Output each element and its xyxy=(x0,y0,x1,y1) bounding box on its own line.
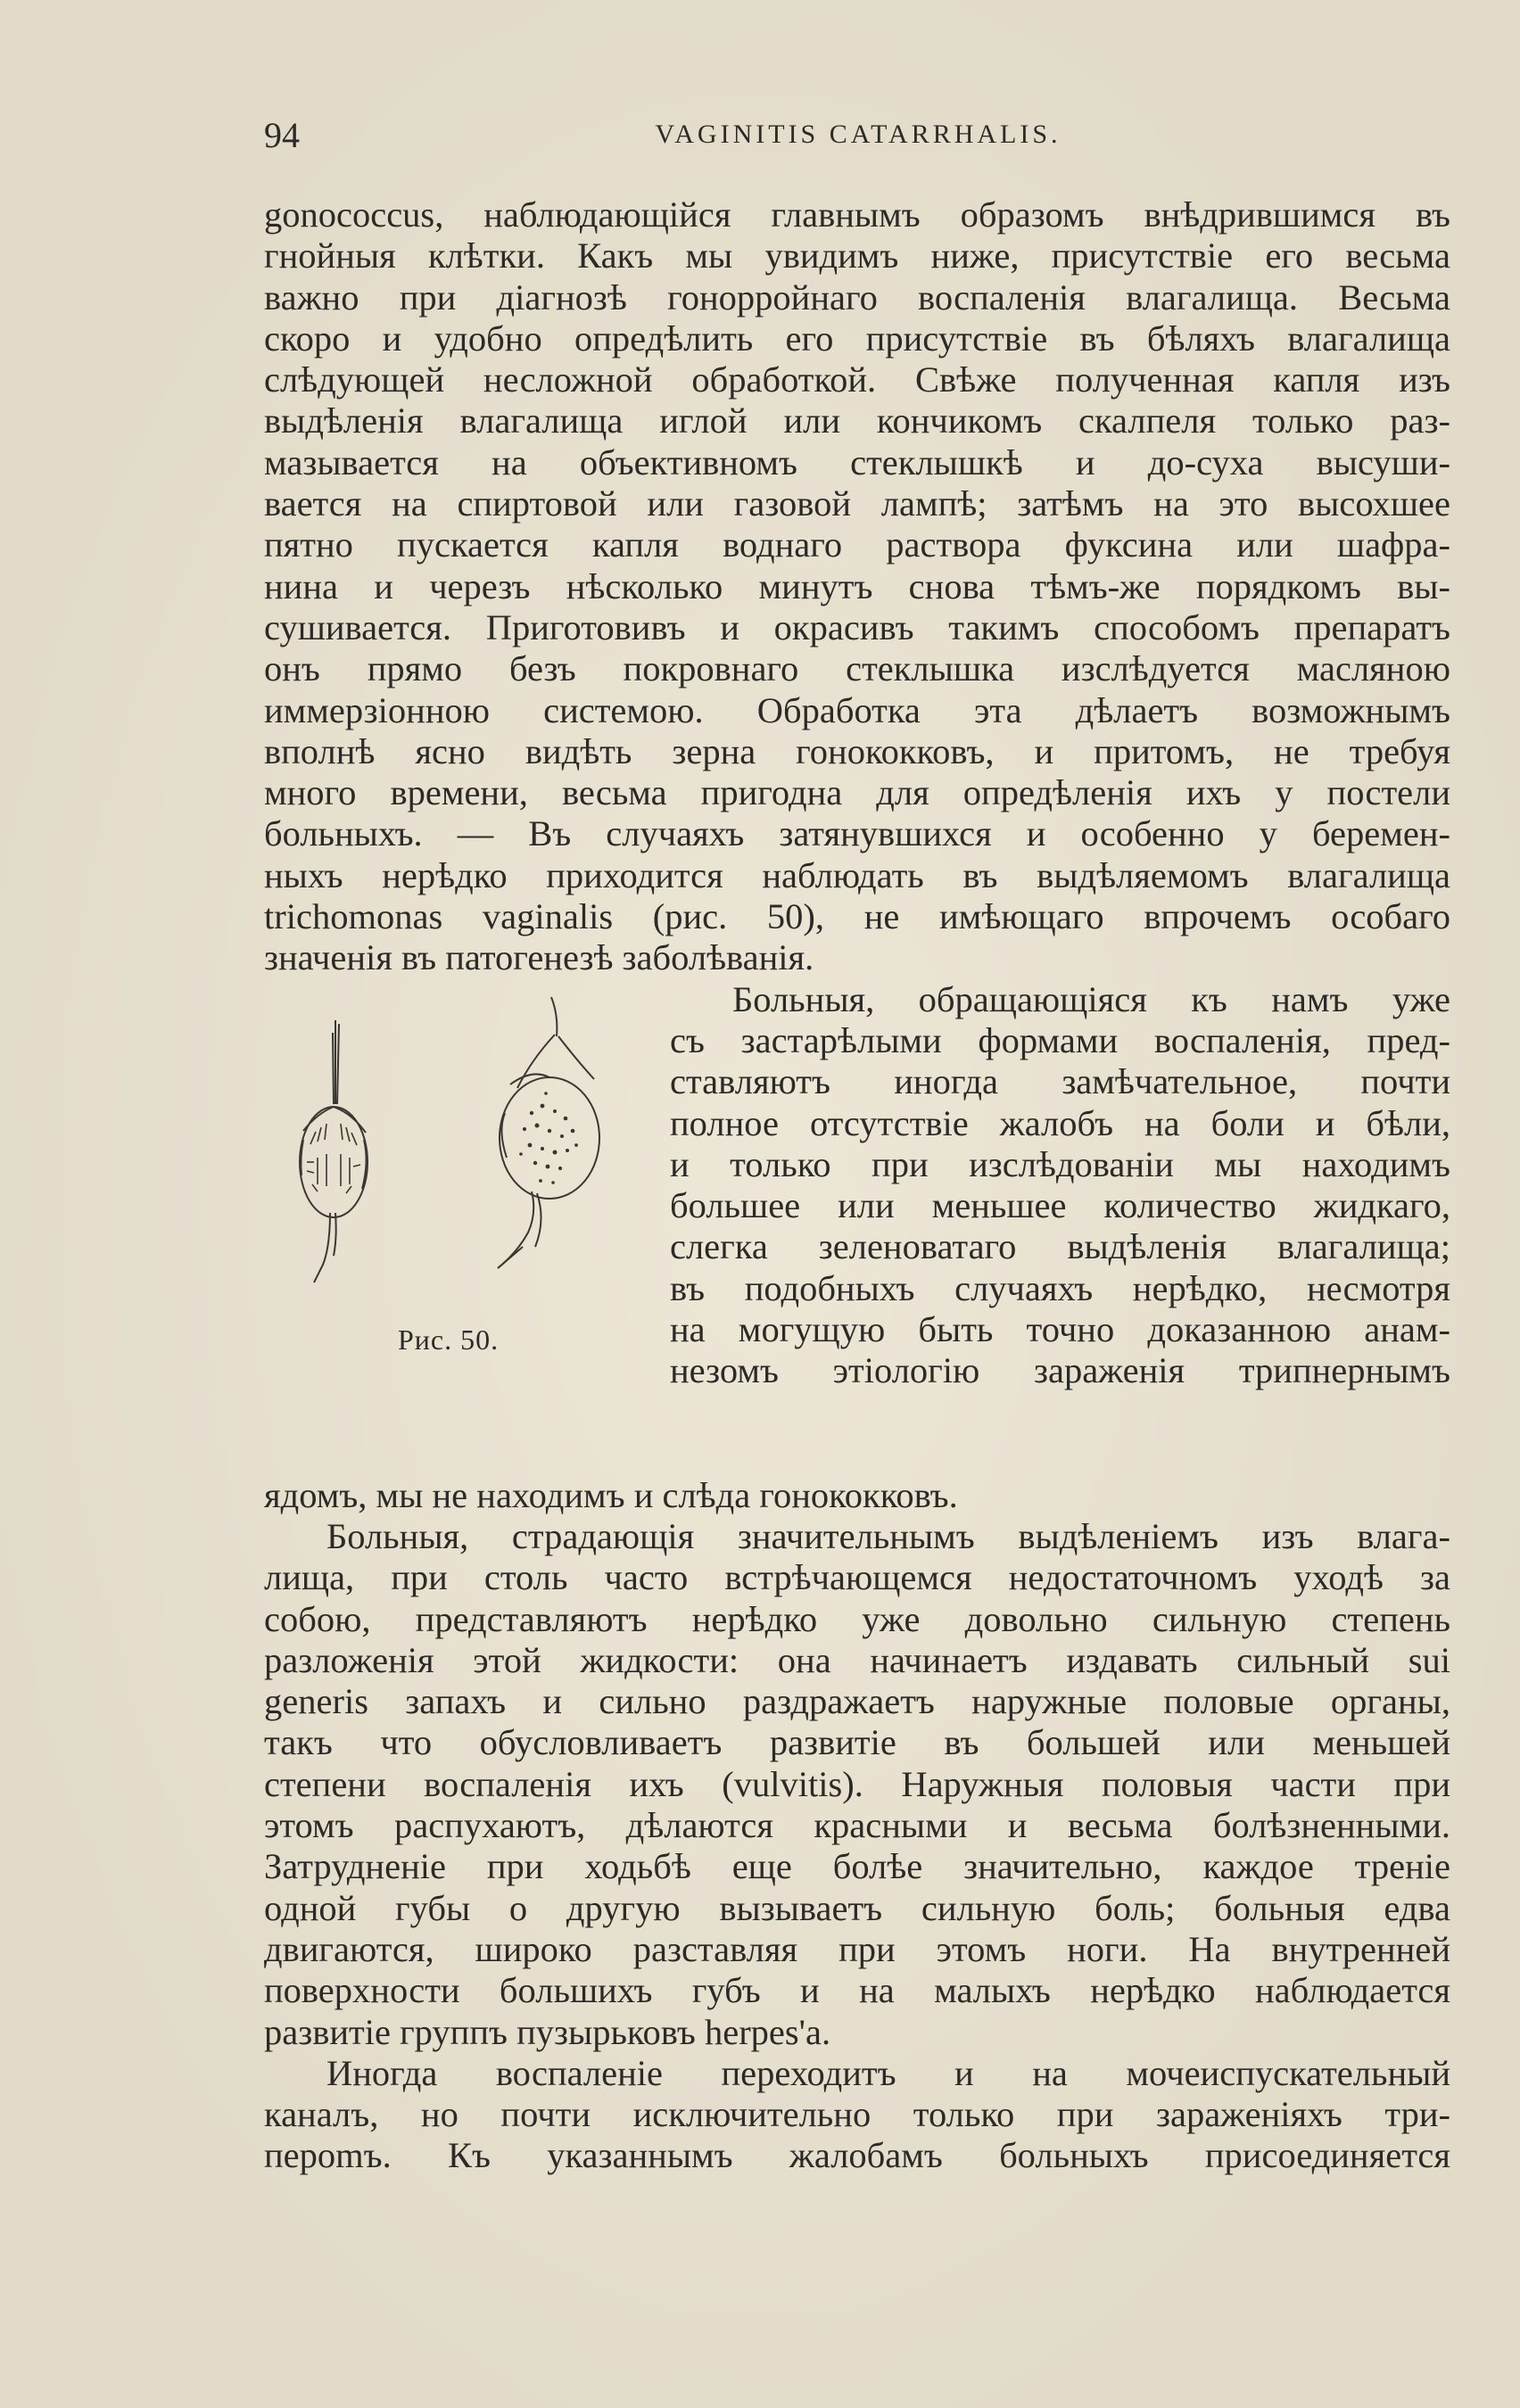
text-line: ставляютъ иногда замѣчательное, почти xyxy=(670,1061,1450,1102)
text-line: нина и черезъ нѣсколько минутъ снова тѣмъ-же порядкомъ вы- xyxy=(264,565,1450,606)
text-line: gonococcus, наблюдающійся главнымъ образомъ внѣдрившимся въ xyxy=(264,194,1450,235)
text-line: гнойныя клѣтки. Какъ мы увидимъ ниже, присутствіе его весьма xyxy=(264,235,1450,276)
text-line: выдѣленія влагалища иглой или кончикомъ скалпеля только раз- xyxy=(264,400,1450,441)
text-line: съ застарѣлыми формами воспаленія, пред- xyxy=(670,1019,1450,1060)
text-line: такъ что обусловливаетъ развитіе въ большей или меньшей xyxy=(264,1722,1450,1763)
running-title: VAGINITIS CATARRHALIS. xyxy=(655,120,1062,149)
text-line: Больныя, обращающіяся къ намъ уже xyxy=(732,978,1450,1019)
text-line: сушивается. Приготовивъ и окрасивъ такимъ способомъ препаратъ xyxy=(264,606,1450,647)
text-line: пероmъ. Къ указаннымъ жалобамъ больныхъ присоединяется xyxy=(264,2135,1450,2176)
text-line: generis запахъ и сильно раздражаетъ наружные половые органы, xyxy=(264,1681,1450,1722)
text-line: Иногда воспаленіе переходитъ и на мочеиспускательный xyxy=(326,2052,1450,2093)
text-line: больныхъ. — Въ случаяхъ затянувшихся и особенно у беремен- xyxy=(264,813,1450,854)
text-line: много времени, весьма пригодна для опредѣленія ихъ у постели xyxy=(264,772,1450,813)
page-body xyxy=(264,194,1450,2177)
text-line: двигаются, широко разставляя при этомъ ноги. На внутренней xyxy=(264,1928,1450,1969)
text-line: незомъ этіологію зараженія трипнернымъ xyxy=(670,1350,1450,1391)
text-line: слѣдующей несложной обработкой. Свѣже полученная капля изъ xyxy=(264,359,1450,400)
running-head xyxy=(264,114,1452,159)
text-line: поверхности большихъ губъ и на малыхъ нерѣдко наблюдается xyxy=(264,1970,1450,2011)
figure-block xyxy=(264,979,1450,1475)
text-line: на могущую быть точно доказанною анам- xyxy=(670,1309,1450,1350)
text-line: собою, представляютъ нерѣдко уже довольно сильную степень xyxy=(264,1598,1450,1639)
text-line: въ подобныхъ случаяхъ нерѣдко, несмотря xyxy=(670,1267,1450,1308)
figure-caption: Рис. 50. xyxy=(398,1323,500,1356)
text-line: пятно пускается капля воднаго раствора фуксина или шафра- xyxy=(264,524,1450,565)
text-line: онъ прямо безъ покровнаго стеклышка изслѣдуется масляною xyxy=(264,648,1450,689)
text-line: степени воспаленія ихъ (vulvitis). Наружныя половыя части при xyxy=(264,1763,1450,1804)
text-line: большее или меньшее количество жидкаго, xyxy=(670,1185,1450,1226)
text-line: каналъ, но почти исключительно только при зараженіяхъ три- xyxy=(264,2094,1450,2135)
text-line: слегка зеленоватаго выдѣленія влагалища; xyxy=(670,1226,1450,1267)
text-line: и только при изслѣдованіи мы находимъ xyxy=(670,1143,1450,1184)
text-line: Затрудненіе при ходьбѣ еще болѣе значительно, каждое треніе xyxy=(264,1846,1450,1887)
text-line: одной губы о другую вызываетъ сильную боль; больныя едва xyxy=(264,1887,1450,1928)
figure-50 xyxy=(264,979,657,1475)
text-line: важно при діагнозѣ гонорройнаго воспаленія влагалища. Весьма xyxy=(264,276,1450,317)
text-line: trichomonas vaginalis (рис. 50), не имѣющаго впрочемъ особаго xyxy=(264,896,1450,937)
text-line: ядомъ, мы не находимъ и слѣда гонококковъ. xyxy=(264,1474,958,1515)
text-line: этомъ распухаютъ, дѣлаются красными и весьма болѣзненными. xyxy=(264,1805,1450,1846)
text-line: вается на спиртовой или газовой лампѣ; затѣмъ на это высохшее xyxy=(264,483,1450,524)
text-line: вполнѣ ясно видѣть зерна гонококковъ, и притомъ, не требуя xyxy=(264,730,1450,771)
text-line: полное отсутствіе жалобъ на боли и бѣли, xyxy=(670,1102,1450,1143)
text-line: развитіе группъ пузырьковъ herpes'a. xyxy=(264,2011,831,2052)
figure-side-text xyxy=(670,979,1450,1392)
trichomonas-illustration xyxy=(264,979,657,1336)
text-line: лища, при столь часто встрѣчающемся недостаточномъ уходѣ за xyxy=(264,1557,1450,1598)
text-line: иммерзіонною системою. Обработка эта дѣлаетъ возможнымъ xyxy=(264,689,1450,730)
text-line: разложенія этой жидкости: она начинаетъ издавать сильный sui xyxy=(264,1639,1450,1680)
text-line: скоро и удобно опредѣлить его присутствіе въ бѣляхъ влагалища xyxy=(264,317,1450,359)
text-line: Больныя, страдающія значительнымъ выдѣленіемъ изъ влага- xyxy=(326,1515,1450,1556)
text-line: мазывается на объективномъ стеклышкѣ и до-суха высуши- xyxy=(264,441,1450,482)
page-number: 94 xyxy=(264,115,300,155)
text-line: ныхъ нерѣдко приходится наблюдать въ выдѣляемомъ влагалища xyxy=(264,854,1450,895)
text-line: значенія въ патогенезѣ заболѣванія. xyxy=(264,937,814,978)
